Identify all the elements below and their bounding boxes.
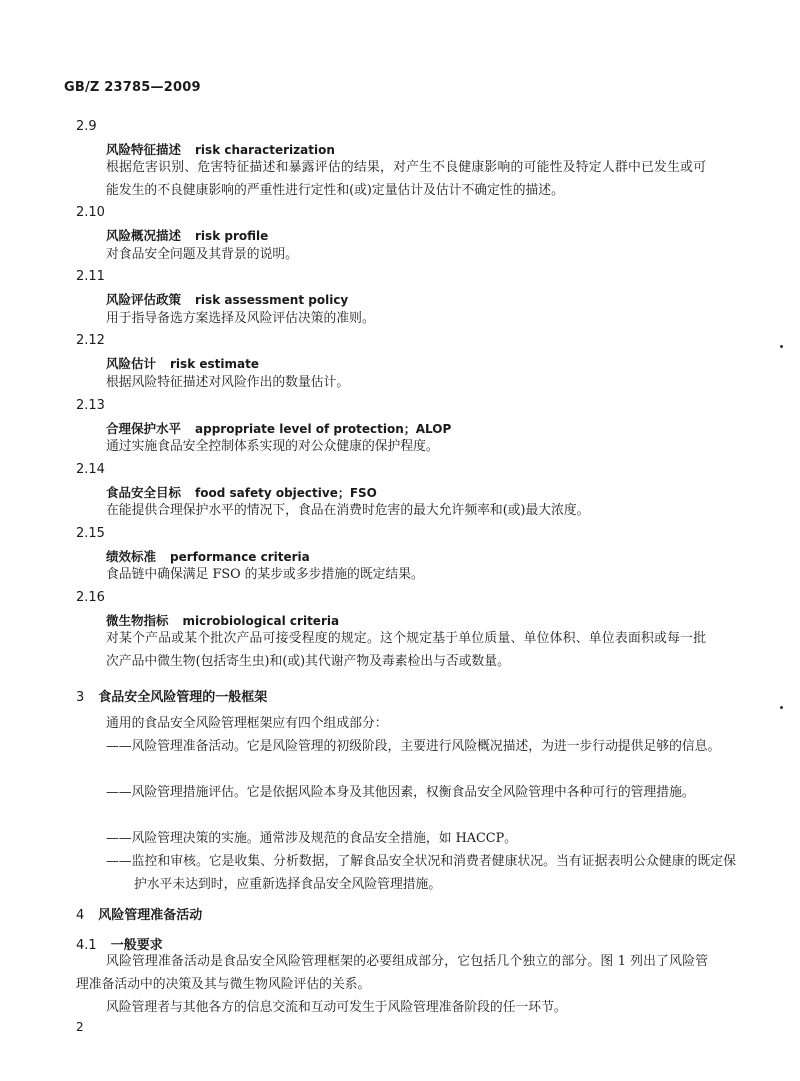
term-2-10 [106, 226, 268, 244]
clause-number: 2.15 [76, 526, 105, 541]
term-en: risk profile [195, 229, 269, 243]
body-paragraph: 风险管理准备活动是食品安全风险管理框架的必要组成部分，它包括几个独立的部分。图 1 列出了风险管理准备活动中的决策及其与微生物风险评估的关系。 [76, 954, 708, 992]
clause-number: 2.14 [76, 462, 105, 477]
scan-speck [780, 345, 783, 348]
term-en: microbiological criteria [182, 614, 340, 628]
list-item: ——风险管理决策的实施。通常涉及规范的食品安全措施，如 HACCP。 [106, 831, 517, 846]
section-title: 食品安全风险管理的一般框架 [98, 690, 268, 705]
term-zh: 微生物指标 [106, 613, 169, 628]
definition-text: 食品链中确保满足 FSO 的某步或多步措施的既定结果。 [106, 567, 424, 582]
term-en: risk assessment policy [195, 293, 349, 307]
term-en: risk characterization [195, 143, 335, 157]
list-item: ——风险管理措施评估。它是依据风险本身及其他因素，权衡食品安全风险管理中各种可行的管理措施。 [106, 785, 695, 800]
clause-number: 2.13 [76, 398, 105, 413]
term-zh: 风险概况描述 [106, 228, 182, 243]
term-2-12 [106, 354, 259, 372]
section-intro: 通用的食品安全风险管理框架应有四个组成部分： [106, 716, 388, 731]
list-item: ——风险管理准备活动。它是风险管理的初级阶段，主要进行风险概况描述，为进一步行动提供足够的信息。 [106, 739, 721, 754]
section-number: 4 [76, 908, 85, 923]
definition-text: 在能提供合理保护水平的情况下，食品在消费时危害的最大允许频率和(或)最大浓度。 [106, 503, 590, 518]
section-heading-3 [76, 686, 267, 705]
standard-code: GB/Z 23785—2009 [64, 80, 201, 95]
definition-text: 根据风险特征描述对风险作出的数量估计。 [106, 375, 350, 390]
clause-number: 2.9 [76, 119, 97, 134]
definition-text: 对食品安全问题及其背景的说明。 [106, 247, 298, 262]
term-zh: 食品安全目标 [106, 485, 182, 500]
definition-text: 对某个产品或某个批次产品可接受程度的规定。这个规定基于单位质量、单位体积、单位表面积或每一批次产品中微生物(包括寄生虫)和(或)其代谢产物及毒素检出与否或数量。 [106, 631, 706, 669]
section-heading-4 [76, 904, 202, 923]
page-number: 2 [76, 1020, 84, 1034]
body-paragraph: 风险管理者与其他各方的信息交流和互动可发生于风险管理准备阶段的任一环节。 [106, 1000, 567, 1015]
clause-number: 2.11 [76, 269, 105, 284]
definition-text: 根据危害识别、危害特征描述和暴露评估的结果，对产生不良健康影响的可能性及特定人群中已发生或可能发生的不良健康影响的严重性进行定性和(或)定量估计及估计不确定性的描述。 [106, 160, 706, 198]
list-item: ——监控和审核。它是收集、分析数据，了解食品安全状况和消费者健康状况。当有证据表明公众健康的既定保护水平未达到时，应重新选择食品安全风险管理措施。 [106, 854, 736, 892]
term-zh: 风险估计 [106, 356, 157, 371]
definition-text: 通过实施食品安全控制体系实现的对公众健康的保护程度。 [106, 439, 439, 454]
term-zh: 合理保护水平 [106, 421, 182, 436]
definition-text: 用于指导备选方案选择及风险评估决策的准则。 [106, 311, 375, 326]
subsection-title: 一般要求 [110, 938, 163, 953]
section-title: 风险管理准备活动 [98, 908, 203, 923]
term-2-11 [106, 290, 348, 308]
term-en: performance criteria [170, 550, 310, 564]
section-number: 3 [76, 690, 85, 705]
clause-number: 2.12 [76, 333, 105, 348]
clause-number: 2.16 [76, 590, 105, 605]
term-en: appropriate level of protection；ALOP [195, 422, 452, 436]
term-zh: 绩效标准 [106, 549, 157, 564]
clause-number: 2.10 [76, 205, 105, 220]
term-en: food safety objective；FSO [195, 486, 377, 500]
scan-speck [780, 706, 783, 709]
term-zh: 风险评估政策 [106, 292, 182, 307]
term-zh: 风险特征描述 [106, 142, 182, 157]
term-en: risk estimate [170, 357, 259, 371]
subsection-number: 4.1 [76, 938, 97, 953]
